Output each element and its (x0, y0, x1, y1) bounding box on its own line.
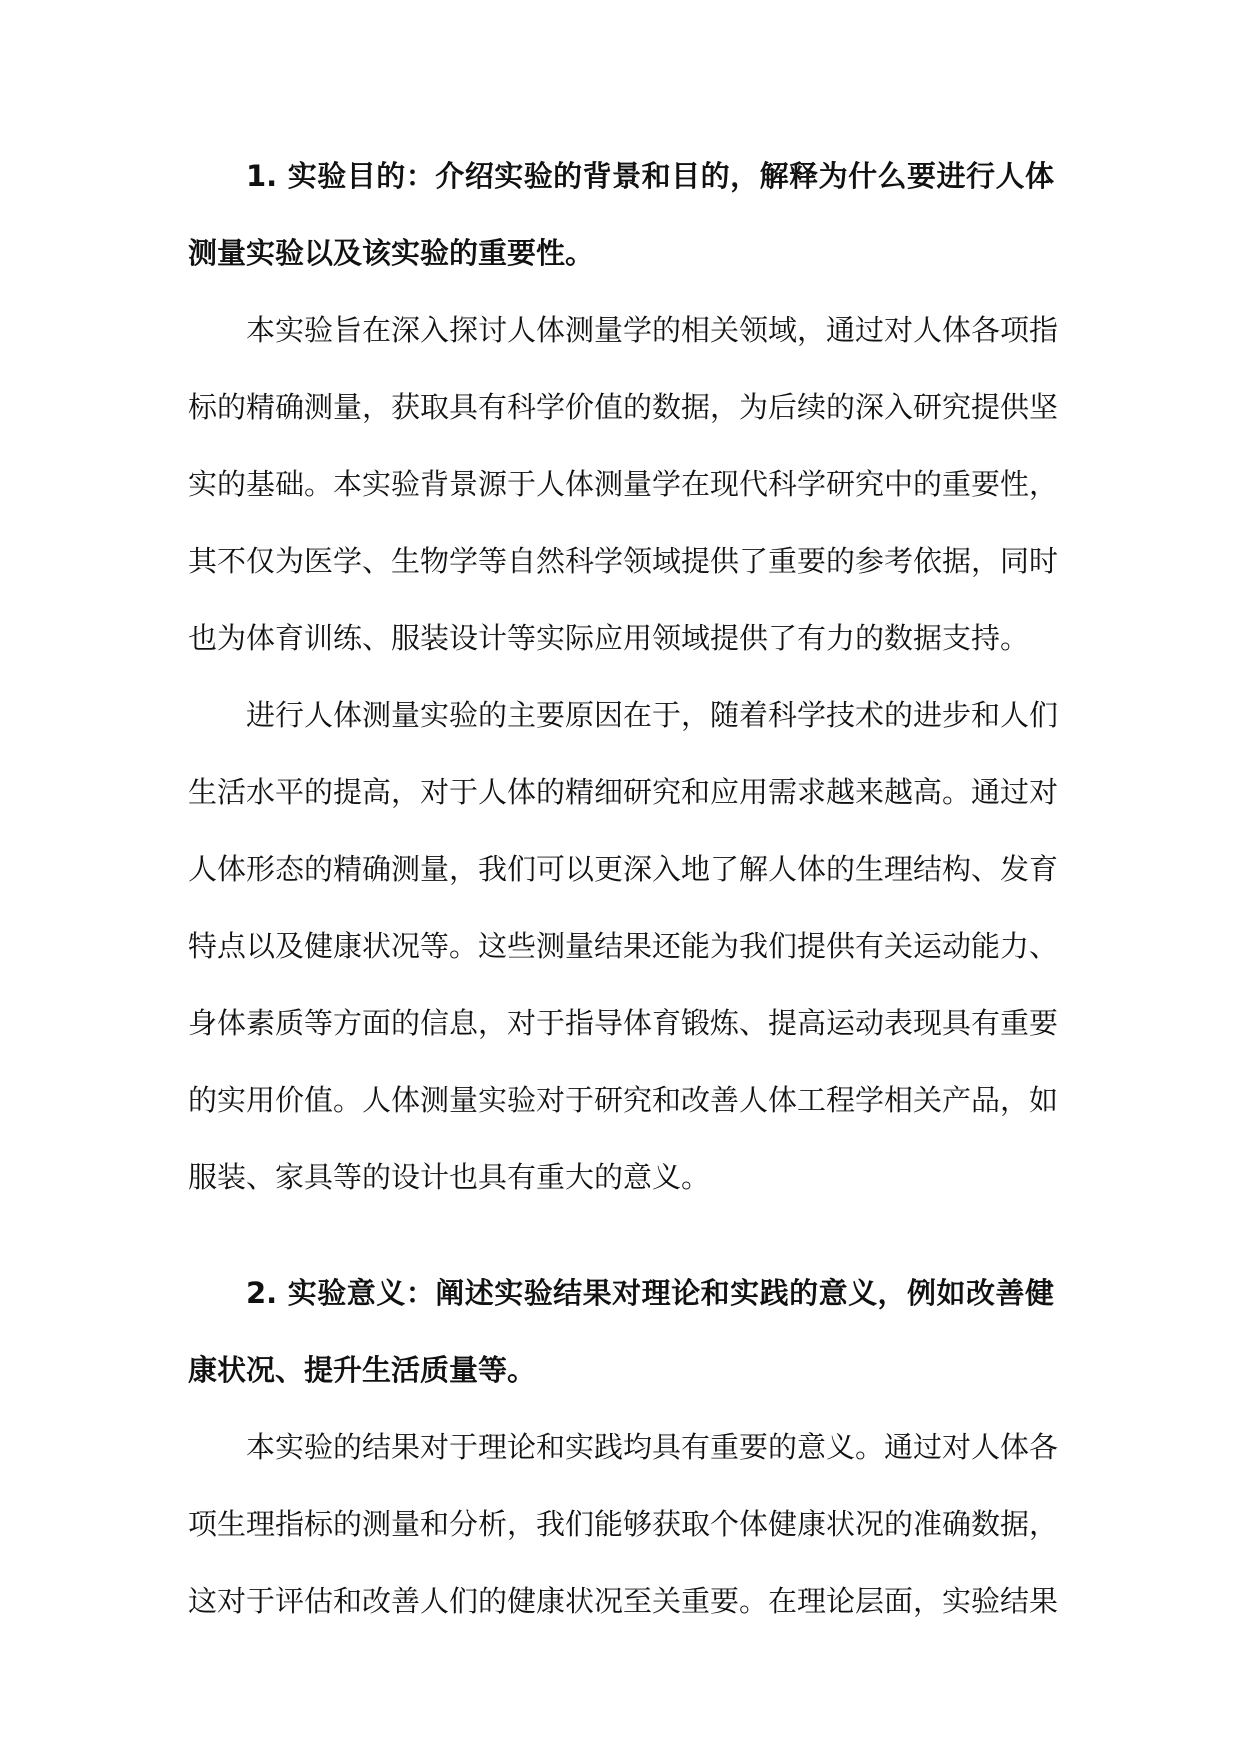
section-2-heading (188, 1255, 1054, 1409)
heading-line: 康状况、提升生活质量等。 (188, 1353, 537, 1387)
section-spacer (188, 1216, 1054, 1255)
paragraph-line: 也为体育训练、服装设计等实际应用领域提供了有力的数据支持。 (188, 621, 1030, 655)
paragraph-line: 人体形态的精确测量，我们可以更深入地了解人体的生理结构、发育 (188, 852, 1059, 886)
heading-line: 测量实验以及该实验的重要性。 (188, 236, 595, 270)
paragraph-line: 项生理指标的测量和分析，我们能够获取个体健康状况的准确数据， (188, 1507, 1059, 1541)
heading-line: 2. 实验意义：阐述实验结果对理论和实践的意义，例如改善健 (246, 1276, 1054, 1310)
paragraph-line: 其不仅为医学、生物学等自然科学领域提供了重要的参考依据，同时 (188, 544, 1059, 578)
document-body (188, 138, 1059, 1640)
section-1-paragraph-2 (188, 677, 1059, 1216)
paragraph-line: 服装、家具等的设计也具有重大的意义。 (188, 1160, 711, 1194)
paragraph-line: 本实验旨在深入探讨人体测量学的相关领域，通过对人体各项指 (246, 313, 1059, 347)
paragraph-line: 本实验的结果对于理论和实践均具有重要的意义。通过对人体各 (246, 1430, 1059, 1464)
paragraph-line: 的实用价值。人体测量实验对于研究和改善人体工程学相关产品，如 (188, 1083, 1059, 1117)
paragraph-line: 身体素质等方面的信息，对于指导体育锻炼、提高运动表现具有重要 (188, 1006, 1059, 1040)
heading-line: 1. 实验目的：介绍实验的背景和目的，解释为什么要进行人体 (246, 159, 1054, 193)
section-1-heading (188, 138, 1054, 292)
paragraph-line: 实的基础。本实验背景源于人体测量学在现代科学研究中的重要性， (188, 467, 1059, 501)
paragraph-line: 这对于评估和改善人们的健康状况至关重要。在理论层面，实验结果 (188, 1584, 1059, 1618)
paragraph-line: 生活水平的提高，对于人体的精细研究和应用需求越来越高。通过对 (188, 775, 1059, 809)
paragraph-line: 特点以及健康状况等。这些测量结果还能为我们提供有关运动能力、 (188, 929, 1059, 963)
paragraph-line: 进行人体测量实验的主要原因在于，随着科学技术的进步和人们 (246, 698, 1059, 732)
section-1-paragraph-1 (188, 292, 1059, 677)
paragraph-line: 标的精确测量，获取具有科学价值的数据，为后续的深入研究提供坚 (188, 390, 1059, 424)
section-2-paragraph-1 (188, 1409, 1059, 1640)
